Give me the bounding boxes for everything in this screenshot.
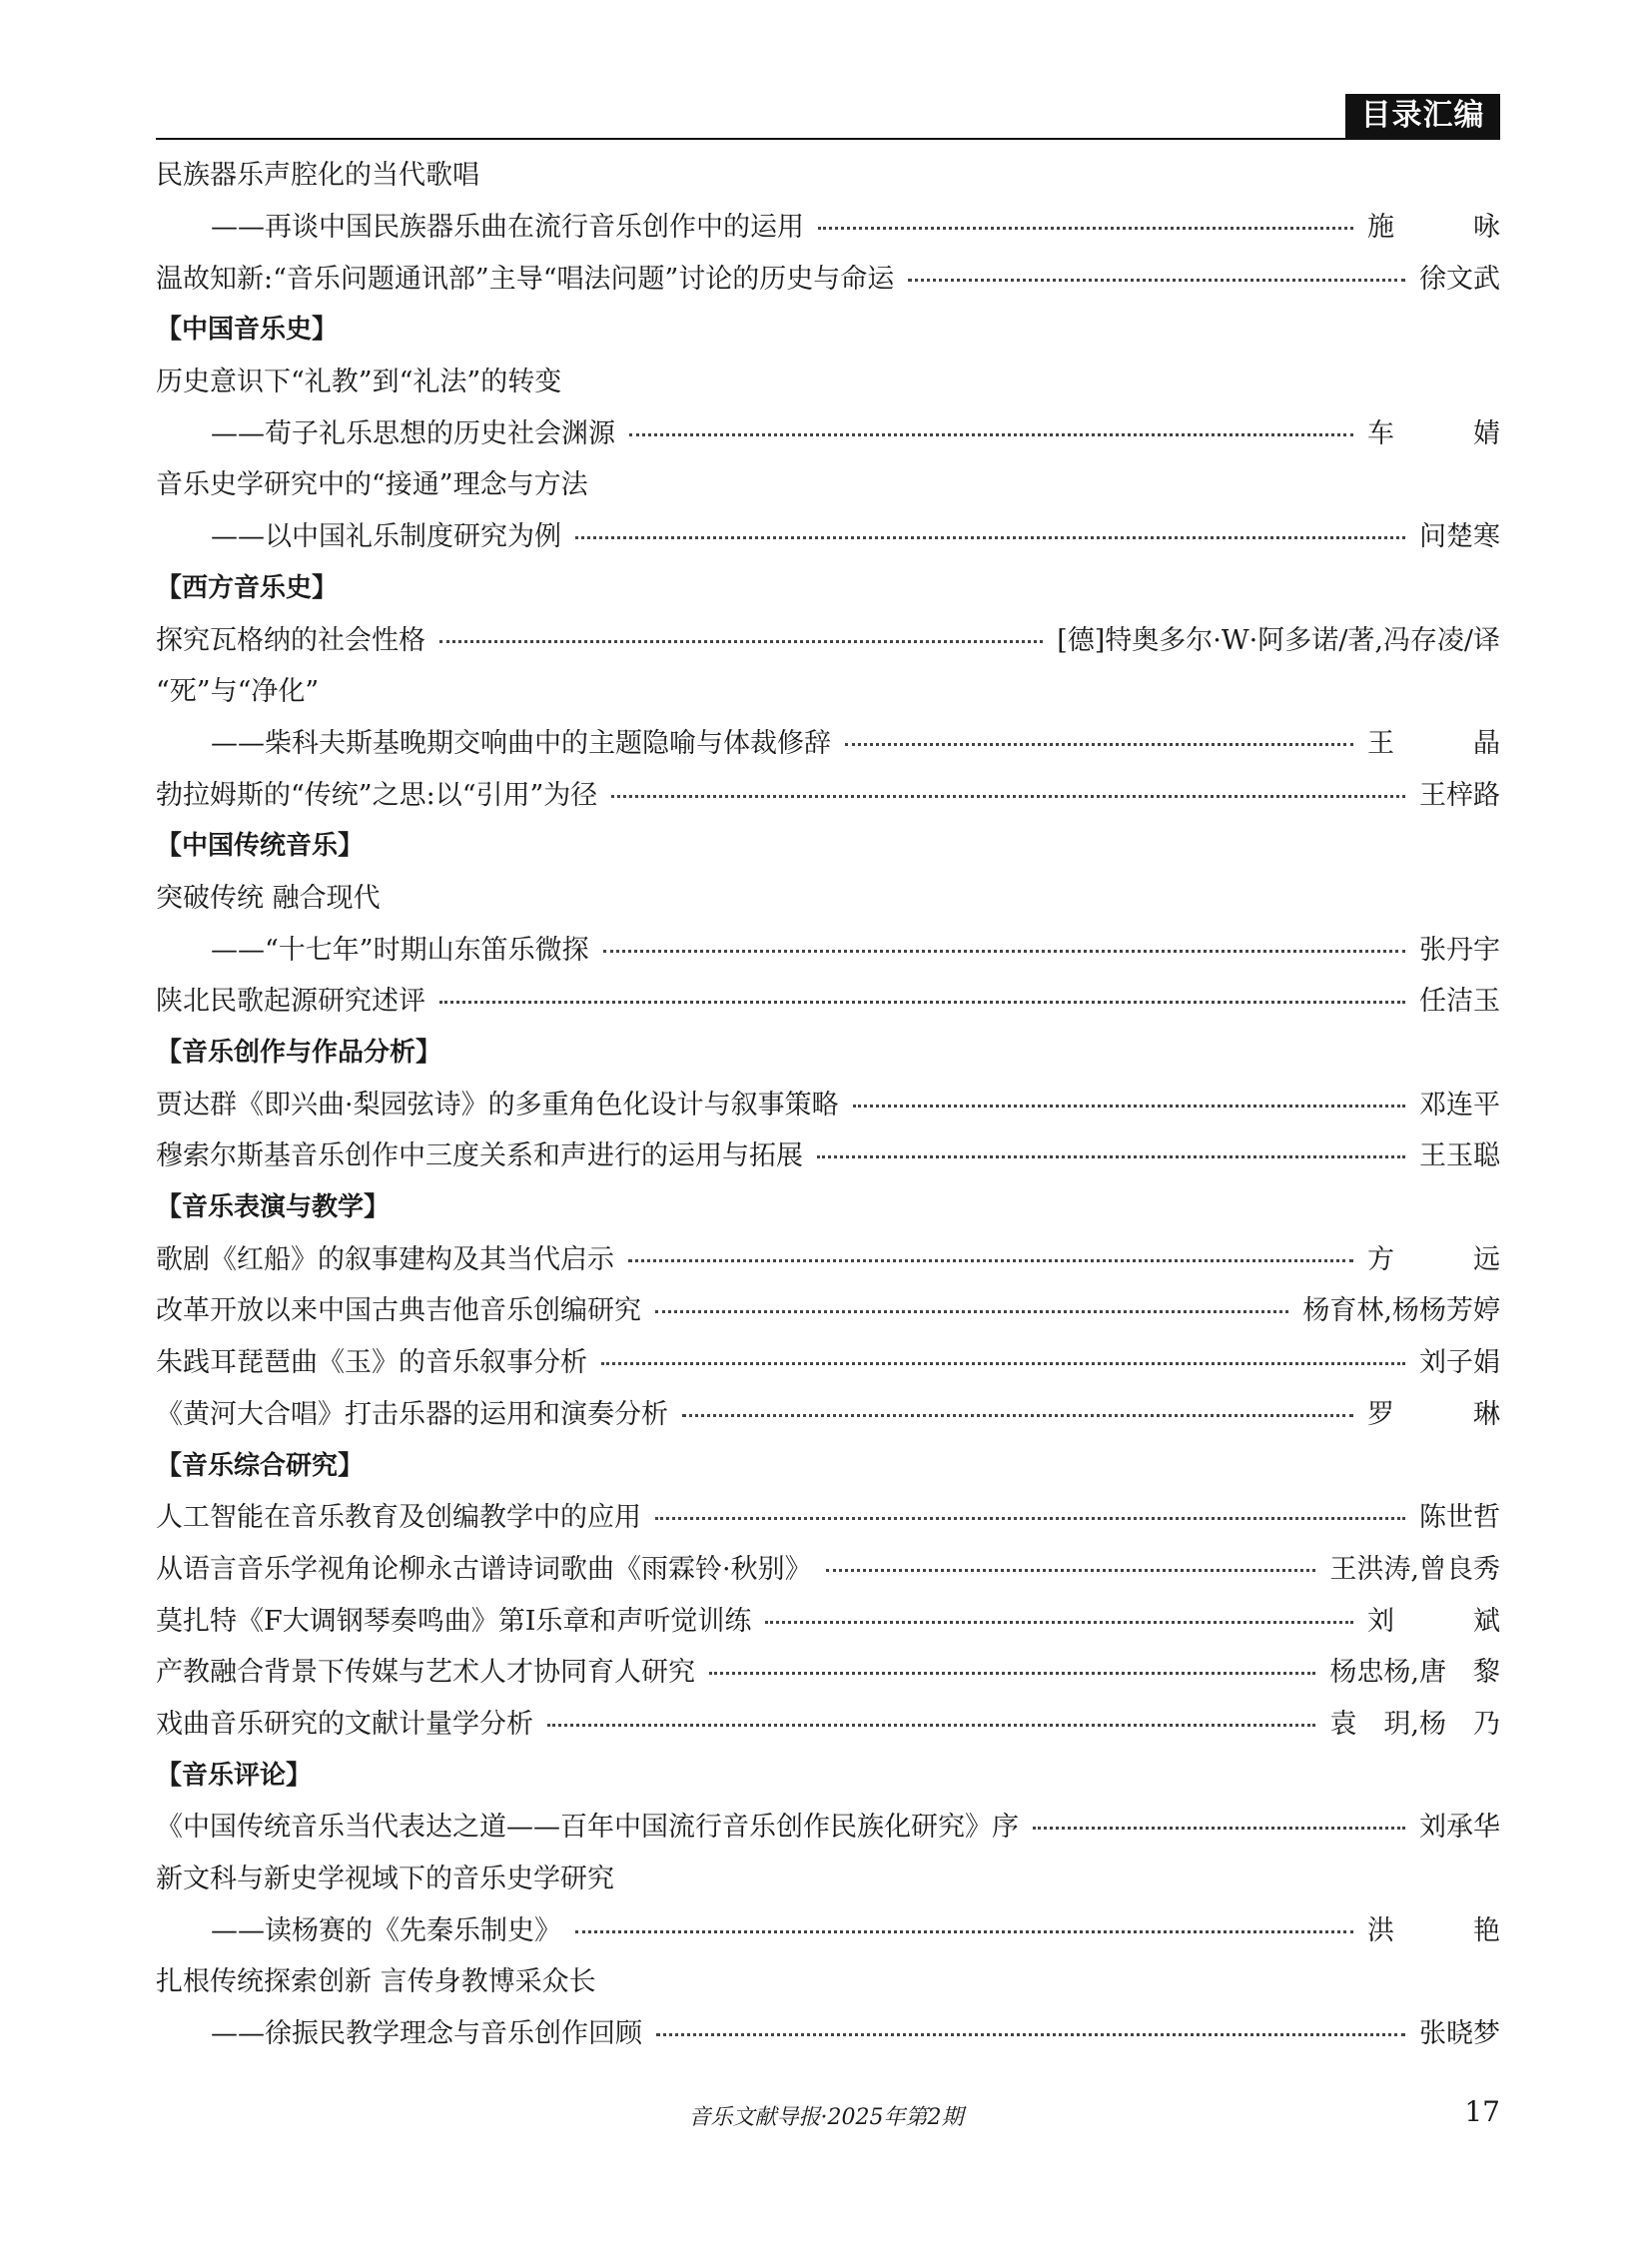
toc-section-heading — [156, 302, 1500, 354]
article-title: 民族器乐声腔化的当代歌唱 — [156, 160, 479, 192]
dot-leader — [601, 1362, 1405, 1365]
article-author: 方 远 — [1367, 1243, 1526, 1275]
article-title: 探究瓦格纳的社会性格 — [156, 624, 425, 656]
article-author: 刘承华 — [1419, 1812, 1500, 1844]
article-title: 贾达群《即兴曲·梨园弦诗》的多重角色化设计与叙事策略 — [156, 1089, 839, 1120]
toc-entry — [156, 1076, 1500, 1127]
article-author: 王 晶 — [1367, 727, 1526, 759]
toc-entry — [156, 1386, 1526, 1438]
article-author: 袁 玥,杨 乃 — [1329, 1708, 1500, 1740]
article-title: ——再谈中国民族器乐曲在流行音乐创作中的运用 — [211, 212, 804, 244]
toc-entry — [156, 715, 1526, 767]
article-title: 歌剧《红船》的叙事建构及其当代启示 — [156, 1243, 614, 1275]
toc-entry — [156, 611, 1500, 663]
dot-leader — [1033, 1827, 1405, 1830]
toc-entry — [156, 870, 1500, 922]
toc-entry — [156, 1282, 1500, 1334]
article-title: 勃拉姆斯的“传统”之思:以“引用”为径 — [156, 779, 598, 811]
dot-leader — [603, 950, 1405, 953]
dot-leader — [655, 1310, 1288, 1313]
article-title: 《黄河大合唱》打击乐器的运用和演奏分析 — [156, 1398, 668, 1430]
article-author: 车 婧 — [1367, 417, 1526, 449]
toc-entry — [156, 1592, 1526, 1644]
article-author: 王玉聪 — [1419, 1140, 1500, 1172]
toc-entry — [156, 663, 1500, 715]
article-author: 任洁玉 — [1419, 986, 1500, 1018]
section-title: 【音乐表演与教学】 — [156, 1192, 391, 1223]
section-title: 【中国音乐史】 — [156, 315, 339, 346]
article-title: ——徐振民教学理念与音乐创作回顾 — [211, 2018, 642, 2050]
dot-leader — [628, 1259, 1353, 1262]
article-author: 刘 斌 — [1367, 1605, 1526, 1637]
dot-leader — [818, 227, 1353, 230]
toc-section-heading — [156, 1179, 1500, 1231]
dot-leader — [853, 1105, 1405, 1108]
article-author: 杨忠杨,唐 黎 — [1329, 1657, 1500, 1689]
article-title: 从语言音乐学视角论柳永古谱诗词歌曲《雨霖铃·秋别》 — [156, 1553, 812, 1585]
article-title: 改革开放以来中国古典吉他音乐创编研究 — [156, 1295, 641, 1327]
toc-section-heading — [156, 1747, 1500, 1799]
dot-leader — [682, 1414, 1353, 1417]
dot-leader — [655, 1517, 1405, 1520]
toc-entry — [156, 1799, 1500, 1851]
article-title: 朱践耳琵琶曲《玉》的音乐叙事分析 — [156, 1347, 587, 1379]
toc-entry — [156, 508, 1500, 560]
article-author: 陈世哲 — [1419, 1502, 1500, 1534]
section-title: 【西方音乐史】 — [156, 572, 339, 603]
article-title: 人工智能在音乐教育及创编教学中的应用 — [156, 1502, 641, 1534]
dot-leader — [845, 743, 1353, 746]
article-title: 温故知新:“音乐问题通讯部”主导“唱法问题”讨论的历史与命运 — [156, 263, 895, 295]
article-title: 扎根传统探索创新 言传身教博采众长 — [156, 1966, 596, 1998]
header-rule — [156, 138, 1500, 140]
article-title: ——荀子礼乐思想的历史社会渊源 — [211, 417, 615, 449]
toc-entry — [156, 147, 1500, 199]
dot-leader — [439, 640, 1043, 643]
toc-entry — [156, 1851, 1500, 1902]
article-title: 突破传统 融合现代 — [156, 882, 381, 914]
article-author: [德]特奥多尔·W·阿多诺/著,冯存凌/译 — [1057, 624, 1500, 656]
article-title: 莫扎特《F大调钢琴奏鸣曲》第Ⅰ乐章和声听觉训练 — [156, 1605, 752, 1637]
toc-section-heading — [156, 1437, 1500, 1489]
toc-entry — [156, 1127, 1500, 1179]
toc-entry — [156, 766, 1500, 818]
article-author: 洪 艳 — [1367, 1914, 1526, 1946]
toc-entry — [156, 2005, 1500, 2057]
article-title: 陕北民歌起源研究述评 — [156, 986, 425, 1018]
article-title: ——“十七年”时期山东笛乐微探 — [211, 934, 589, 966]
article-title: “死”与“净化” — [156, 676, 320, 708]
dot-leader — [656, 2033, 1405, 2036]
toc-section-heading — [156, 1025, 1500, 1077]
dot-leader — [575, 1930, 1353, 1933]
article-title: 新文科与新史学视域下的音乐史学研究 — [156, 1864, 614, 1895]
dot-leader — [547, 1724, 1315, 1727]
toc-entry — [156, 921, 1500, 973]
section-title: 【中国传统音乐】 — [156, 831, 365, 862]
dot-leader — [439, 1001, 1405, 1004]
toc-entry — [156, 199, 1526, 251]
toc-section-heading — [156, 560, 1500, 612]
article-title: 戏曲音乐研究的文献计量学分析 — [156, 1708, 533, 1740]
journal-footer: 音乐文献导报·2025年第2期 — [688, 2105, 964, 2130]
article-author: 徐文武 — [1419, 263, 1500, 295]
toc-entry — [156, 354, 1500, 405]
toc-entry — [156, 1953, 1500, 2005]
dot-leader — [575, 536, 1405, 539]
dot-leader — [765, 1621, 1353, 1624]
article-title: 《中国传统音乐当代表达之道——百年中国流行音乐创作民族化研究》序 — [156, 1812, 1019, 1844]
article-author: 邓连平 — [1419, 1089, 1500, 1120]
article-author: 罗 琳 — [1367, 1398, 1526, 1430]
toc-section-heading — [156, 818, 1500, 870]
toc-entry — [156, 456, 1500, 508]
toc-entry — [156, 1541, 1500, 1593]
dot-leader — [908, 279, 1405, 282]
toc-entry — [156, 1644, 1500, 1696]
article-title: 历史意识下“礼教”到“礼法”的转变 — [156, 367, 562, 398]
article-author: 问楚寒 — [1419, 521, 1500, 553]
article-title: ——以中国礼乐制度研究为例 — [211, 521, 561, 553]
section-title: 【音乐创作与作品分析】 — [156, 1038, 442, 1069]
toc-entry — [156, 404, 1526, 456]
toc-entry — [156, 250, 1500, 302]
article-author: 张丹宇 — [1419, 934, 1500, 966]
table-of-contents — [156, 147, 1526, 2056]
section-title: 【音乐综合研究】 — [156, 1450, 365, 1481]
toc-entry — [156, 1230, 1526, 1282]
article-title: ——柴科夫斯基晚期交响曲中的主题隐喻与体裁修辞 — [211, 727, 831, 759]
article-author: 杨育林,杨杨芳婷 — [1302, 1295, 1500, 1327]
section-header-tag: 目录汇编 — [1345, 94, 1500, 138]
toc-entry — [156, 1696, 1500, 1748]
article-title: 产教融合背景下传媒与艺术人才协同育人研究 — [156, 1657, 695, 1689]
toc-entry — [156, 973, 1500, 1025]
article-title: 音乐史学研究中的“接通”理念与方法 — [156, 469, 588, 501]
article-author: 张晓梦 — [1419, 2018, 1500, 2050]
dot-leader — [611, 795, 1405, 798]
dot-leader — [709, 1672, 1315, 1675]
dot-leader — [629, 433, 1353, 436]
article-author: 刘子娟 — [1419, 1347, 1500, 1379]
article-title: 穆索尔斯基音乐创作中三度关系和声进行的运用与拓展 — [156, 1140, 803, 1172]
article-author: 王洪涛,曾良秀 — [1329, 1553, 1500, 1585]
page-number: 17 — [1464, 2095, 1500, 2128]
dot-leader — [826, 1569, 1316, 1572]
article-author: 王梓路 — [1419, 779, 1500, 811]
toc-entry — [156, 1901, 1526, 1953]
article-author: 施 咏 — [1367, 212, 1526, 244]
toc-entry — [156, 1489, 1500, 1541]
dot-leader — [817, 1155, 1405, 1158]
toc-entry — [156, 1334, 1500, 1386]
article-title: ——读杨赛的《先秦乐制史》 — [211, 1914, 561, 1946]
section-title: 【音乐评论】 — [156, 1760, 313, 1791]
